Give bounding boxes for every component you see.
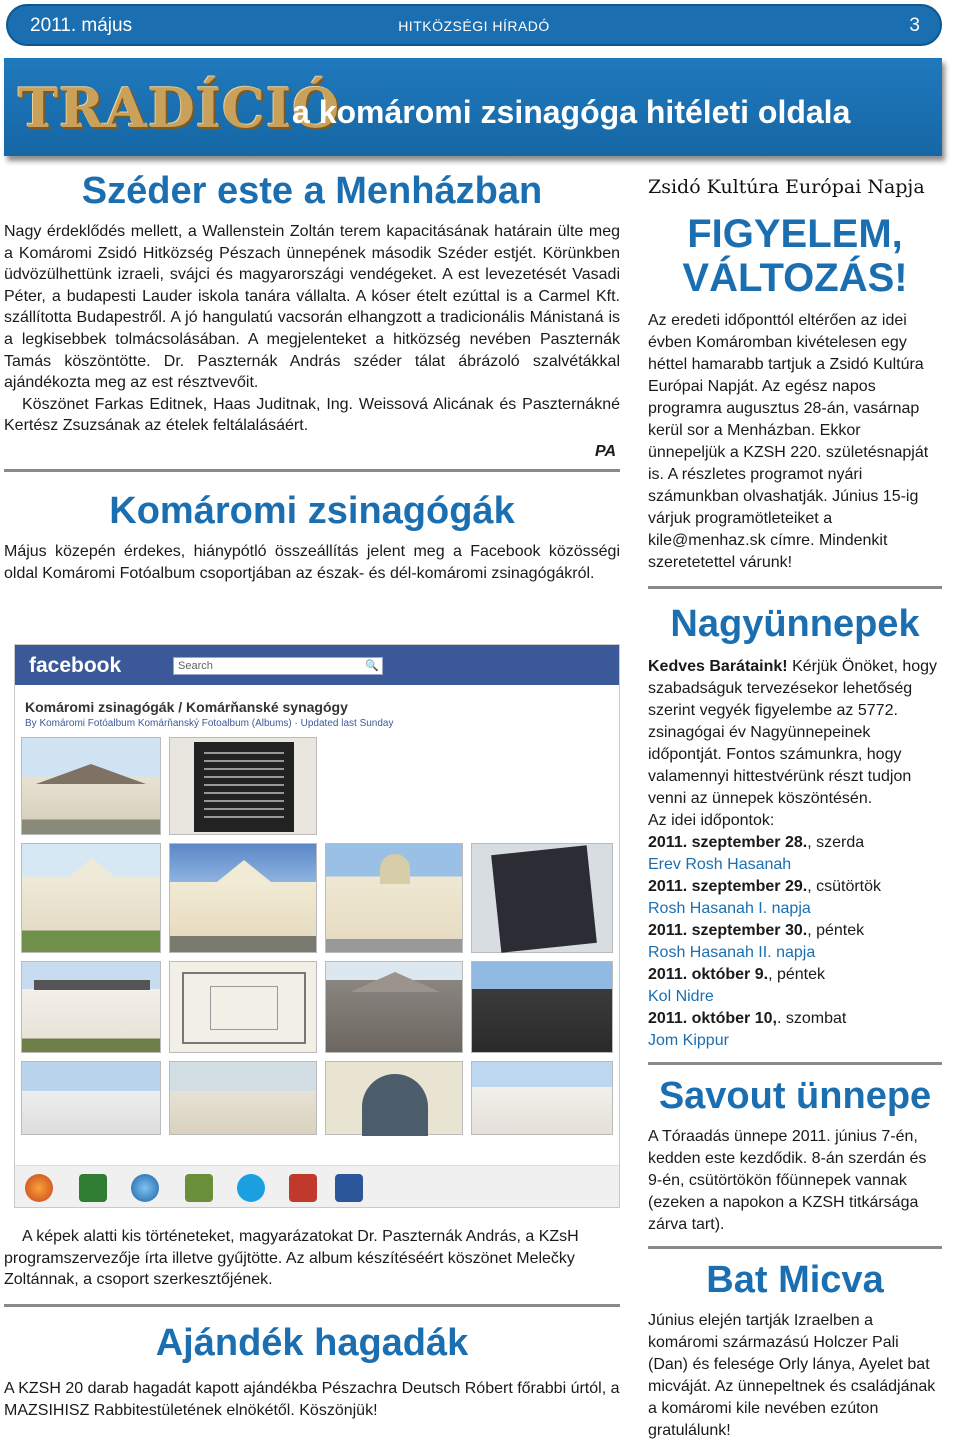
europe-body: Az eredeti időponttól eltérően az idei évben Komáromban kivételesen egy héttel hamarabb tartjuk a Zsidó Kultúra Európai Napját. Az egész napos programra augusztus 28-án, vasárnap kerül sor a Menházban. Ekkor ünnepeljük a KZSH 220. születésnapját is. A részletes programot nyári számunkban olvashatják. Június 15-ig várjuk programötleteiket a kile@menhaz.sk címre. Mindenkit szeretetettel várunk! — [648, 312, 929, 571]
page-header-bar — [6, 4, 942, 46]
holiday-date-item — [648, 1008, 942, 1030]
seder-title: Széder este a Menházban — [81, 170, 543, 212]
holiday-date: 2011. október 10, — [648, 1010, 777, 1027]
synagogue-photo[interactable] — [169, 843, 317, 953]
issue-date: 2011. május — [30, 15, 133, 36]
facebook-album-screenshot — [14, 644, 620, 1208]
nagyunnepek-text: Kérjük Önöket, hogy szabadságuk tervezésekor lehetőség szerint vegyék figyelembe az 5772. zsinagógai év Nagyünnepeinek időpontját. Fontos számunkra, hogy valamennyi hittestvérünk részt tudjon venni az ünnepek köszöntésén. — [648, 658, 938, 807]
synagogue-photo[interactable] — [471, 961, 613, 1053]
synagogue-photo[interactable] — [325, 961, 463, 1053]
zsinagogak-body: Május közepén érdekes, hiánypótló összeállítás jelent meg a Facebook közösségi oldal Komáromi Fotóalbum csoportjában az észak- és dél-komáromi zsinagógákról. — [4, 542, 620, 582]
right-column — [648, 176, 942, 1442]
app-icon[interactable] — [289, 1174, 317, 1202]
plaque-photo[interactable] — [471, 843, 613, 953]
taskbar — [15, 1165, 619, 1207]
synagogue-photo[interactable] — [21, 961, 161, 1053]
divider — [4, 469, 620, 472]
word-icon[interactable] — [335, 1174, 363, 1202]
synagogue-photo[interactable] — [325, 843, 463, 953]
holiday-dates-list — [648, 832, 942, 1052]
divider — [648, 1246, 942, 1249]
skype-icon[interactable] — [237, 1174, 265, 1202]
app-icon[interactable] — [185, 1174, 213, 1202]
synagogue-photo[interactable] — [471, 1061, 613, 1135]
holiday-day: . szombat — [776, 1010, 847, 1027]
holiday-day: , péntek — [807, 922, 865, 939]
batmicva-title: Bat Micva — [706, 1259, 884, 1301]
hagada-body: A KZSH 20 darab hagadát kapott ajándékba Pészachra Deutsch Róbert főrabbi úrtól, a MAZSIHISZ Rabbitestületének elnökétől. Köszönjük! — [4, 1380, 620, 1419]
synagogue-photo[interactable] — [325, 1061, 463, 1135]
holiday-date: 2011. szeptember 29. — [648, 878, 808, 895]
section-banner — [4, 58, 942, 156]
divider — [4, 1304, 620, 1307]
synagogue-photo[interactable] — [21, 843, 161, 953]
europe-title-line2: VÁLTOZÁS! — [682, 256, 908, 300]
internet-explorer-icon[interactable] — [131, 1174, 159, 1202]
seder-body: Nagy érdeklődés mellett, a Wallenstein Zoltán terem kapacitásának határain ülte meg a Komáromi Zsidó Hitközség Pészach ünnepének második Széder estjét. Körünkben üdvözülhettünk izraeli, svájci és magyarországi vendégeket. A est levezetését Vasadi Péter, a budapesti Lauder iskola tanára vállalta. A kóser ételt ezúttal is a Carmel Kft. szállította Budapestről. A jó hangulatú vacsorán elhangzott a tradicionális Mánistaná is a legkisebbek tolmácsolásában. A megjelenteket a hitközség nevében Paszternák Tamás köszöntötte. Dr. Paszternák András széder tálat ábrázoló szalvétákkal ajándékozta meg az est résztvevőit. — [4, 223, 620, 392]
app-icon[interactable] — [79, 1174, 107, 1202]
synagogue-photo[interactable] — [21, 1061, 161, 1135]
dates-label: Az idei időpontok: — [648, 812, 775, 829]
page-number: 3 — [909, 15, 920, 36]
europe-title-line1: FIGYELEM, — [687, 212, 903, 256]
divider — [648, 1062, 942, 1065]
holiday-name: Rosh Hasanah I. napja — [648, 900, 811, 917]
holiday-name: Erev Rosh Hasanah — [648, 856, 792, 873]
seder-thanks: Köszönet Farkas Editnek, Haas Juditnak, Ing. Weissová Alicának és Paszternákné Kertész Zsuzsának az ételek feltálalásáért. — [4, 395, 620, 435]
holiday-date-item — [648, 964, 942, 986]
hagada-title: Ajándék hagadák — [155, 1322, 469, 1364]
holiday-date: 2011. szeptember 28. — [648, 834, 808, 851]
album-title: Komáromi zsinagógák / Komárňanské synagógy — [25, 699, 348, 715]
holiday-day: , péntek — [768, 966, 825, 983]
facebook-search-input[interactable]: Search — [173, 657, 383, 675]
seder-signature: PA — [594, 442, 616, 460]
holiday-name: Kol Nidre — [648, 988, 714, 1005]
europe-kicker: Zsidó Kultúra Európai Napja — [648, 176, 925, 198]
firefox-icon[interactable] — [25, 1174, 53, 1202]
banner-subtitle: a komáromi zsinagóga hitéleti oldala — [292, 94, 851, 130]
photo-grid — [21, 737, 613, 1135]
memorial-plaque-photo[interactable] — [169, 737, 317, 835]
left-column — [4, 170, 620, 584]
search-icon[interactable]: 🔍 — [365, 660, 379, 672]
facebook-logo: facebook — [29, 654, 122, 677]
holiday-date-item — [648, 832, 942, 854]
floor-plan-photo[interactable] — [169, 961, 317, 1053]
holiday-day: , csütörtök — [807, 878, 882, 895]
holiday-date: 2011. október 9. — [648, 966, 769, 983]
synagogue-photo[interactable] — [21, 737, 161, 835]
holiday-name: Rosh Hasanah II. napja — [648, 944, 816, 961]
synagogue-photo[interactable] — [169, 1061, 317, 1135]
nagyunnepek-body — [648, 656, 942, 810]
nagyunnepek-title: Nagyünnepek — [670, 603, 920, 645]
album-byline: By Komáromi Fotóalbum Komárňanský Fotoalbum (Albums) · Updated last Sunday — [25, 718, 394, 729]
savout-body: A Tóraadás ünnepe 2011. június 7-én, kedden este kezdődik. 8-án szerdán és 9-én, csütörtökön főünnepek vannak (ezeken a napokon a KZSH titkársága zárva tart). — [648, 1128, 927, 1233]
holiday-name: Jom Kippur — [648, 1032, 729, 1049]
facebook-top-bar — [15, 645, 619, 685]
holiday-date: 2011. szeptember 30. — [648, 922, 808, 939]
tradicio-logo: TRADÍCIÓ — [18, 76, 341, 140]
holiday-date-item — [648, 920, 942, 942]
nagyunnepek-greeting: Kedves Barátaink! — [648, 658, 788, 675]
divider — [648, 586, 942, 589]
photo-caption: A képek alatti kis történeteket, magyarázatokat Dr. Paszternák András, a KZsH programszervezője írta illetve gyűjtötte. Az album készítéséért köszönet Melečky Zoltánnak, a csoport szerkesztőjének. — [4, 1228, 579, 1289]
holiday-date-item — [648, 876, 942, 898]
zsinagogak-title: Komáromi zsinagógák — [109, 489, 515, 532]
newspaper-name: HITKÖZSÉGI HÍRADÓ — [398, 18, 550, 34]
savout-title: Savout ünnepe — [658, 1075, 932, 1117]
holiday-day: , szerda — [807, 834, 865, 851]
batmicva-body: Június elején tartják Izraelben a komáromi származású Holczer Pali (Dan) és felesége Orly lánya, Ayelet bat micváját. Az ünnepeltnek és családjának a komáromi kile nevében ezúton gratulálunk! — [648, 1312, 936, 1439]
